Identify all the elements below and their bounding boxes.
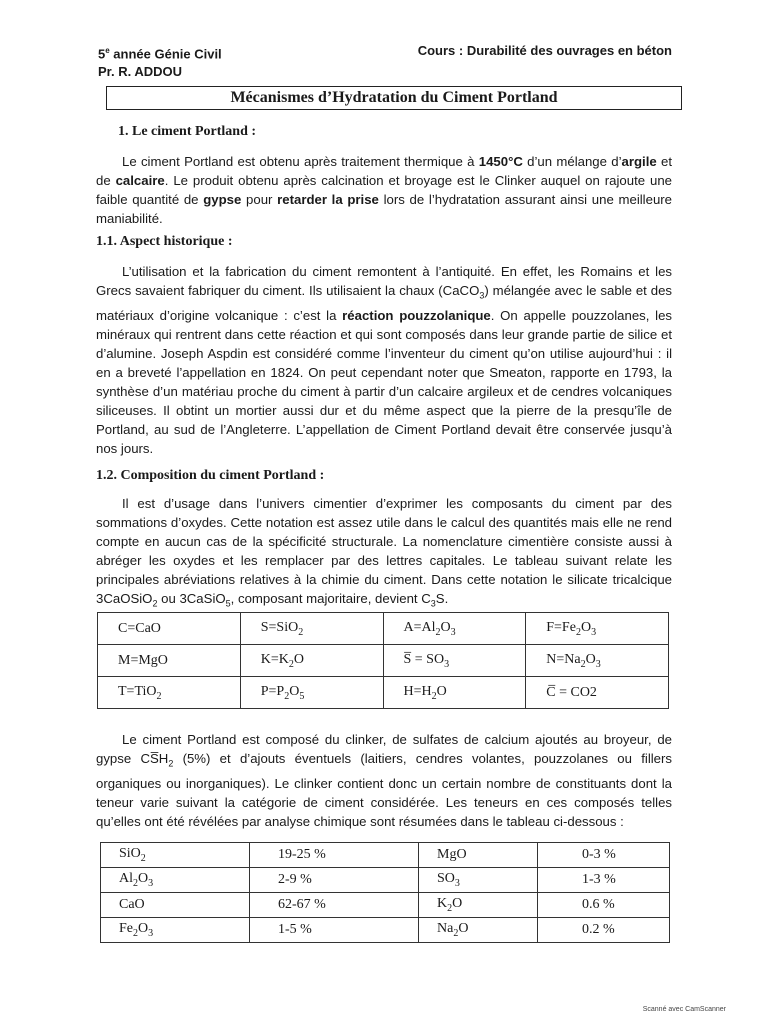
table-cell: 0.2 % <box>538 918 670 943</box>
table-cell: $SO_3$ <box>419 868 538 893</box>
table-cell: $K_2O$ <box>419 893 538 918</box>
composition-row <box>101 918 670 943</box>
page-title: Mécanismes d’Hydratation du Ciment Portland <box>106 86 682 110</box>
paragraph-history: L’utilisation et la fabrication du ciment remontent à l’antiquité. En effet, les Romains et les Grecs savaient fabriquer du ciment. Ils utilisaient la chaux (CaCO$_3$) mélangée avec le sable et des matériaux d’origine volcanique : c’est la réaction pouzzolanique. On appelle pouzzolanes, les minéraux qui rentrent dans cette réaction et qui sont composés dans leur grande partie de silice et d’alumine. Joseph Aspdin est considéré comme l’inventeur du ciment qu’on utilise aujourd’hui : il en a breveté l’appellation en 1824. On peut cependant noter que Smeaton, rapporte en 1793, la synthèse d’un matériau proche du ciment à partir d’un calcaire argileux et de cendres volcaniques siliceuses. Il obtint un mortier aussi dur et du même aspect que la pierre de la presqu’île de Portland, au sud de l’Angleterre. L’appellation de Ciment Portland devait être conservée jusqu’à nos jours. <box>96 264 673 456</box>
composition-row <box>101 843 670 868</box>
table-cell: $A=Al_2O_3$ <box>383 613 526 645</box>
composition-table <box>100 842 670 943</box>
table-cell: 1-5 % <box>250 918 419 943</box>
table-cell: S̅ = $SO_3$ <box>383 645 526 677</box>
table-cell: 19-25 % <box>250 843 419 868</box>
abbreviation-row <box>98 645 669 677</box>
table-cell: M=MgO <box>98 645 241 677</box>
course-title: Cours : Durabilité des ouvrages en béton <box>417 43 672 58</box>
table-cell: 2-9 % <box>250 868 419 893</box>
scanner-watermark: Scanné avec CamScanner <box>642 1006 726 1013</box>
section-heading-1-1: 1.1. Aspect historique : <box>96 234 233 249</box>
table-cell: MgO <box>419 843 538 868</box>
composition-row <box>101 868 670 893</box>
table-cell: $Na_2O$ <box>419 918 538 943</box>
paragraph-composition: Il est d’usage dans l’univers cimentier d’exprimer les composants du ciment par des sommations d’oxydes. Cette notation est assez utile dans le calcul des quantités mais elle ne rend compte en aucun cas de la spécificité structurale. La nomenclature cimentière consiste aussi à abréger les oxydes et les remplacer par des lettres capitales. Le tableau suivant relate les principales abréviations relatives à la chimie du ciment. Dans cette notation le silicate tricalcique 3CaOSiO$_2$ ou 3CaSiO$_5$, composant majoritaire, devient $C_3S$. <box>96 496 672 609</box>
table-cell: SiO$_2$ <box>101 843 250 868</box>
header-left <box>98 42 222 81</box>
professor-name: Pr. R. ADDOU <box>98 64 183 80</box>
table-cell: CaO <box>101 893 250 918</box>
table-cell: $Fe_2O_3$ <box>101 918 250 943</box>
composition-row <box>101 893 670 918</box>
table-cell: C=CaO <box>98 613 241 645</box>
table-cell: $P=P_2O_5$ <box>240 677 383 709</box>
table-cell: 1-3 % <box>538 868 670 893</box>
table-cell: 0.6 % <box>538 893 670 918</box>
table-cell: $Al_2O_3$ <box>101 868 250 893</box>
table-cell: $K=K_2O$ <box>240 645 383 677</box>
paragraph-clinker: Le ciment Portland est composé du clinker, de sulfates de calcium ajoutés au broyeur, de gypse $CS̅H_2$ (5%) et d’ajouts éventuels (laitiers, cendres volantes, pouzzolanes ou fillers organiques ou inorganiques). Le clinker contient donc un certain nombre de constituants dont la teneur varie suivant la catégorie de ciment considérée. Les teneurs en ces composés telles qu’elles ont été révélées par analyse chimique sont résumées dans le tableau ci-dessous : <box>96 732 672 829</box>
table-cell: $N=Na_2O_3$ <box>526 645 669 677</box>
table-cell: 0-3 % <box>538 843 670 868</box>
table-cell: $F=Fe_2O_3$ <box>526 613 669 645</box>
section-heading-1-2: 1.2. Composition du ciment Portland : <box>96 468 325 483</box>
table-cell: T=TiO$_2$ <box>98 677 241 709</box>
abbreviation-row <box>98 613 669 645</box>
table-cell: S=SiO$_2$ <box>240 613 383 645</box>
paragraph-portland: Le ciment Portland est obtenu après traitement thermique à 1450°C d’un mélange d’argile et de calcaire. Le produit obtenu après calcination et broyage est le Clinker auquel on rajoute une faible quantité de gypse pour retarder la prise lors de l’hydratation assurant ainsi une meilleure maniabilité. <box>96 154 672 226</box>
table-cell: C̅ = CO2 <box>526 677 669 709</box>
abbreviation-row <box>98 677 669 709</box>
table-cell: 62-67 % <box>250 893 419 918</box>
table-cell: $H=H_2O$ <box>383 677 526 709</box>
section-heading-1: 1. Le ciment Portland : <box>118 124 257 139</box>
course-level: 5e année Génie Civil <box>98 46 222 62</box>
abbreviation-table <box>97 612 669 709</box>
